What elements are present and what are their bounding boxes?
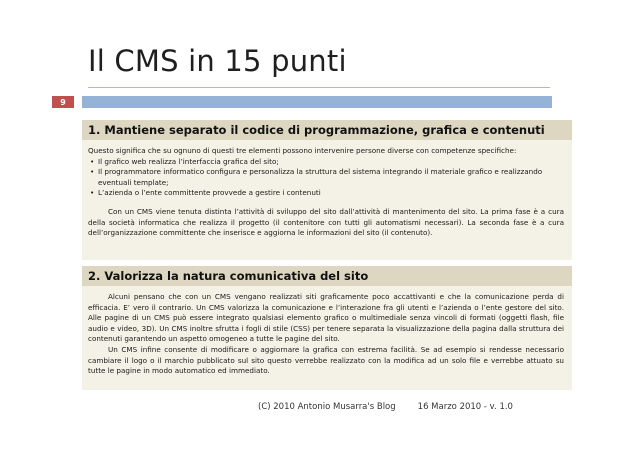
section-2-body: [82, 286, 572, 377]
list-item: • Il programmatore informatico configura e personalizza la struttura del sistema integrando il materiale grafico e realizzando eventuali template;: [90, 167, 543, 187]
section-1-paragraph: Con un CMS viene tenuta distinta l’attività di sviluppo del sito dall’attività di mantenimento del sito. La prima fase è a cura della società informatica che realizza il progetto (il contenitore con tutti gli automatismi necessari). La seconda fase è a cura dell’organizzazione committente che inserisce e aggiorna le informazioni del sito (il contenuto).: [88, 206, 564, 238]
slide-accent-bar: [82, 96, 552, 108]
bullet-icon: •: [90, 188, 95, 198]
title-divider: [88, 87, 550, 88]
footer: [258, 402, 513, 412]
page-number: 9: [60, 97, 66, 107]
list-item: • L’azienda o l’ente committente provvede a gestire i contenuti: [90, 188, 321, 198]
section-1-heading: 1. Mantiene separato il codice di programmazione, grafica e contenuti: [82, 120, 572, 140]
section-1-body: [82, 140, 572, 239]
bullet-icon: •: [90, 167, 95, 177]
section-2-heading: 2. Valorizza la natura comunicativa del sito: [82, 266, 572, 286]
section-2-paragraph-1: Alcuni pensano che con un CMS vengano realizzati siti graficamente poco accattivanti e che la comunicazione perda di efficacia. E’ vero il contrario. Un CMS valorizza la comunicazione e l’interazione fra gli utenti e l’azienda o l’ente gestore del sito. Alle pagine di un CMS può essere integrato qualsiasi elemento grafico o multimediale senza vincoli di formati (oggetti flash, file audio e video, 3D). Un CMS inoltre sfrutta i fogli di stile (CSS) per tenere separata la visualizzazione della pagina dalla struttura dei contenuti garantendo un aspetto omogeneo a tutte le pagine del sito.: [88, 292, 564, 344]
footer-date: 16 Marzo 2010 - v. 1.0: [417, 402, 513, 412]
footer-copyright: (C) 2010 Antonio Musarra's Blog: [258, 402, 396, 412]
section-1-intro: Questo significa che su ognuno di questi tre elementi possono intervenire persone diverse con competenze specifiche:: [88, 146, 517, 155]
slide-title: Il CMS in 15 punti: [88, 44, 347, 78]
section-1-bullet-list: [88, 157, 564, 199]
list-item: • Il grafico web realizza l’interfaccia grafica del sito;: [90, 156, 279, 166]
bullet-icon: •: [90, 156, 95, 166]
section-2-paragraph-2: Un CMS infine consente di modificare o aggiornare la grafica con estrema facilità. Se ad esempio si rendesse necessario cambiare il logo o il marchio pubblicato sul sito questo verrebbe realizzato con la modifica ad un solo file e verrebbe attuato su tutte le pagine in modo automatico ed immediato.: [88, 344, 564, 376]
section-2-box: [82, 266, 572, 390]
section-1-box: [82, 120, 572, 260]
page-number-badge: [52, 96, 74, 108]
